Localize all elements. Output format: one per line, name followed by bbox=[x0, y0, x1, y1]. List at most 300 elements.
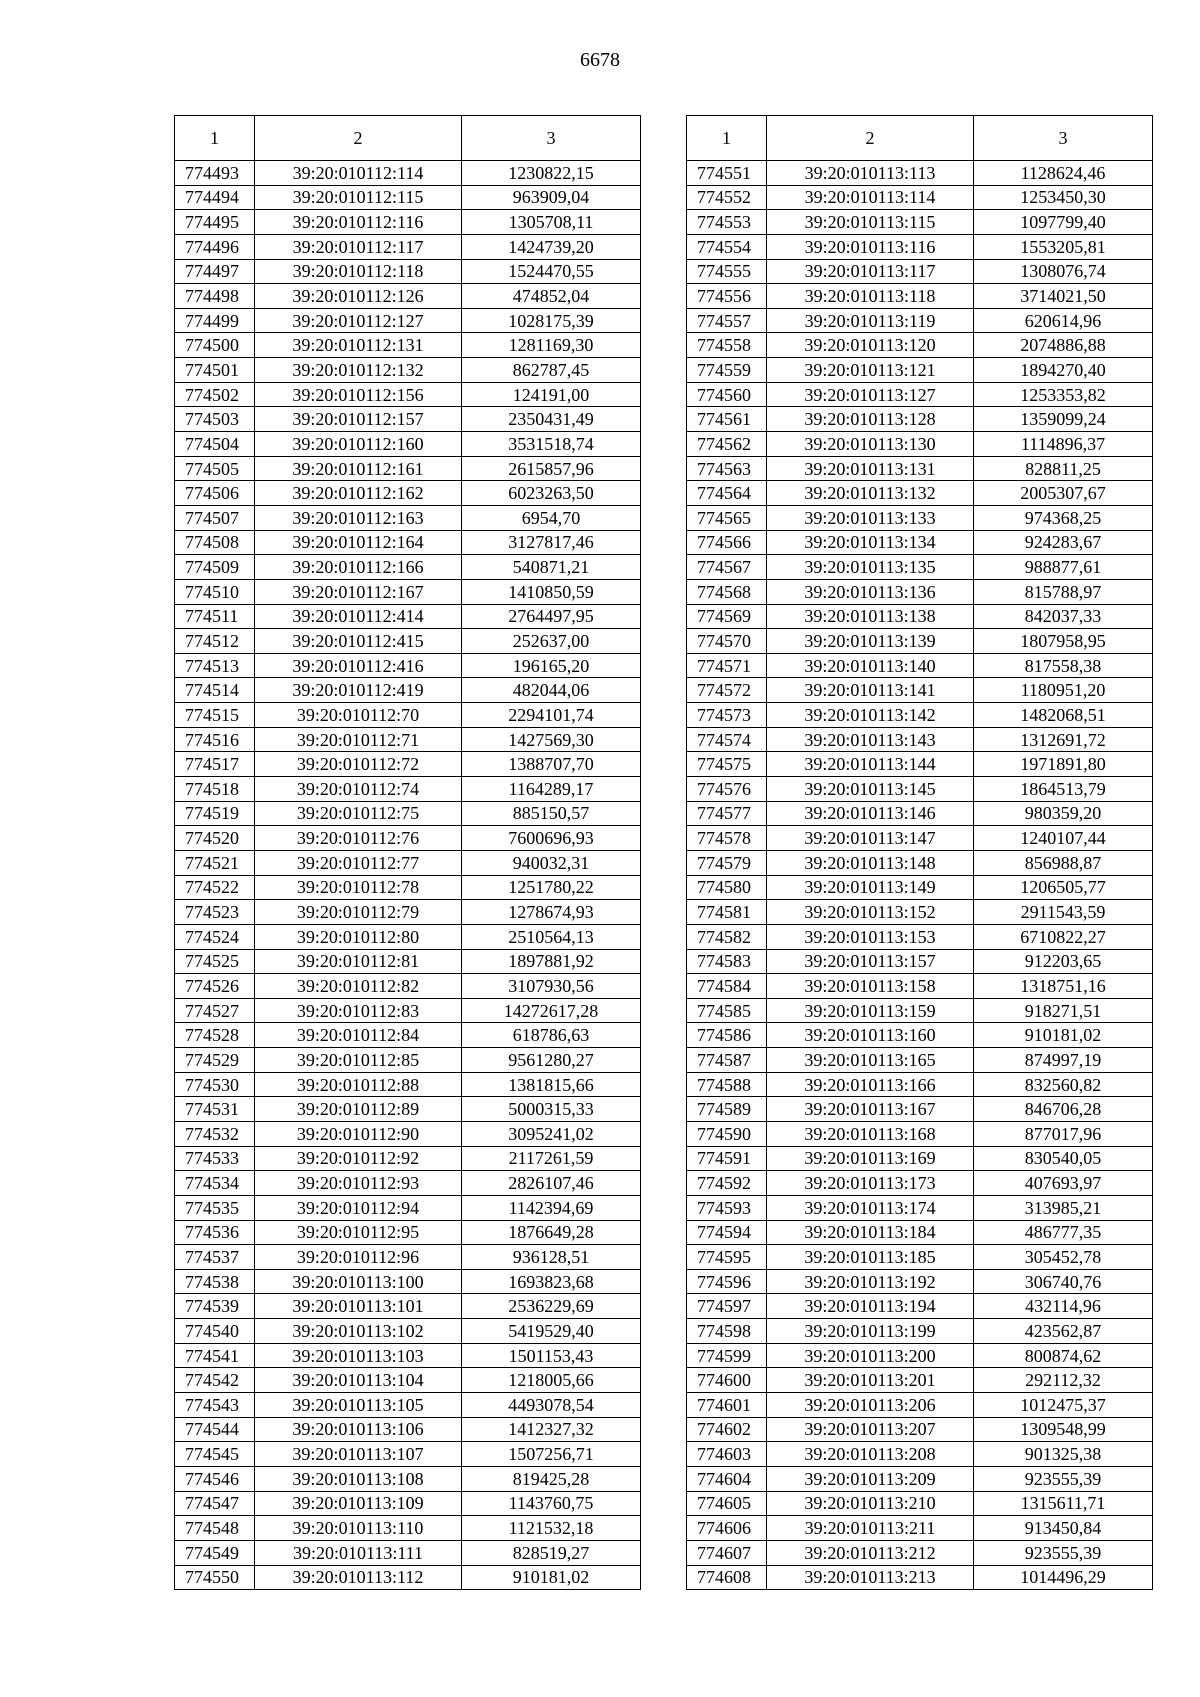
table-row bbox=[175, 826, 641, 851]
cadastral-value: 1318751,16 bbox=[974, 974, 1153, 999]
row-number: 774555 bbox=[687, 259, 767, 284]
cadastral-number: 39:20:010113:184 bbox=[767, 1220, 974, 1245]
cadastral-number: 39:20:010112:95 bbox=[255, 1220, 462, 1245]
row-number: 774565 bbox=[687, 505, 767, 530]
cadastral-value: 1507256,71 bbox=[462, 1442, 641, 1467]
header-col-2: 2 bbox=[767, 116, 974, 161]
cadastral-number: 39:20:010113:128 bbox=[767, 407, 974, 432]
cadastral-value: 1308076,74 bbox=[974, 259, 1153, 284]
table-row bbox=[175, 1269, 641, 1294]
table-row bbox=[175, 432, 641, 457]
cadastral-number: 39:20:010113:138 bbox=[767, 604, 974, 629]
cadastral-value: 124191,00 bbox=[462, 382, 641, 407]
cadastral-value: 313985,21 bbox=[974, 1195, 1153, 1220]
cadastral-value: 1028175,39 bbox=[462, 308, 641, 333]
row-number: 774503 bbox=[175, 407, 255, 432]
cadastral-number: 39:20:010112:166 bbox=[255, 555, 462, 580]
row-number: 774570 bbox=[687, 629, 767, 654]
cadastral-value: 885150,57 bbox=[462, 801, 641, 826]
row-number: 774524 bbox=[175, 924, 255, 949]
cadastral-number: 39:20:010113:207 bbox=[767, 1417, 974, 1442]
cadastral-value: 1121532,18 bbox=[462, 1516, 641, 1541]
table-row bbox=[175, 259, 641, 284]
cadastral-number: 39:20:010113:194 bbox=[767, 1294, 974, 1319]
cadastral-number: 39:20:010112:78 bbox=[255, 875, 462, 900]
row-number: 774493 bbox=[175, 161, 255, 186]
cadastral-number: 39:20:010113:115 bbox=[767, 210, 974, 235]
cadastral-number: 39:20:010112:71 bbox=[255, 727, 462, 752]
row-number: 774560 bbox=[687, 382, 767, 407]
cadastral-value: 196165,20 bbox=[462, 653, 641, 678]
cadastral-value: 913450,84 bbox=[974, 1516, 1153, 1541]
cadastral-value: 2826107,46 bbox=[462, 1171, 641, 1196]
table-row bbox=[175, 1048, 641, 1073]
cadastral-number: 39:20:010112:416 bbox=[255, 653, 462, 678]
cadastral-value: 252637,00 bbox=[462, 629, 641, 654]
table-row bbox=[687, 1097, 1153, 1122]
cadastral-value: 540871,21 bbox=[462, 555, 641, 580]
table-row bbox=[175, 1368, 641, 1393]
row-number: 774509 bbox=[175, 555, 255, 580]
cadastral-number: 39:20:010112:164 bbox=[255, 530, 462, 555]
table-row bbox=[687, 555, 1153, 580]
header-row bbox=[175, 116, 641, 161]
cadastral-number: 39:20:010113:120 bbox=[767, 333, 974, 358]
cadastral-number: 39:20:010113:110 bbox=[255, 1516, 462, 1541]
row-number: 774556 bbox=[687, 284, 767, 309]
cadastral-value: 1281169,30 bbox=[462, 333, 641, 358]
row-number: 774544 bbox=[175, 1417, 255, 1442]
cadastral-number: 39:20:010112:72 bbox=[255, 752, 462, 777]
cadastral-number: 39:20:010113:146 bbox=[767, 801, 974, 826]
left-table-body bbox=[175, 161, 641, 1590]
cadastral-number: 39:20:010113:135 bbox=[767, 555, 974, 580]
cadastral-number: 39:20:010113:158 bbox=[767, 974, 974, 999]
row-number: 774494 bbox=[175, 185, 255, 210]
header-row bbox=[687, 116, 1153, 161]
row-number: 774498 bbox=[175, 284, 255, 309]
cadastral-value: 2510564,13 bbox=[462, 924, 641, 949]
cadastral-number: 39:20:010112:157 bbox=[255, 407, 462, 432]
cadastral-value: 923555,39 bbox=[974, 1466, 1153, 1491]
table-row bbox=[687, 579, 1153, 604]
cadastral-number: 39:20:010113:212 bbox=[767, 1540, 974, 1565]
table-row bbox=[687, 949, 1153, 974]
row-number: 774547 bbox=[175, 1491, 255, 1516]
row-number: 774521 bbox=[175, 850, 255, 875]
cadastral-number: 39:20:010112:126 bbox=[255, 284, 462, 309]
cadastral-value: 3531518,74 bbox=[462, 432, 641, 457]
header-col-2: 2 bbox=[255, 116, 462, 161]
cadastral-number: 39:20:010112:161 bbox=[255, 456, 462, 481]
table-row bbox=[175, 1417, 641, 1442]
table-row bbox=[687, 629, 1153, 654]
table-row bbox=[687, 1319, 1153, 1344]
right-table bbox=[686, 115, 1153, 1590]
cadastral-number: 39:20:010113:209 bbox=[767, 1466, 974, 1491]
cadastral-value: 877017,96 bbox=[974, 1121, 1153, 1146]
table-row bbox=[175, 1121, 641, 1146]
right-table-body bbox=[687, 161, 1153, 1590]
row-number: 774549 bbox=[175, 1540, 255, 1565]
table-row bbox=[175, 752, 641, 777]
table-row bbox=[175, 407, 641, 432]
row-number: 774502 bbox=[175, 382, 255, 407]
row-number: 774572 bbox=[687, 678, 767, 703]
cadastral-value: 815788,97 bbox=[974, 579, 1153, 604]
cadastral-value: 832560,82 bbox=[974, 1072, 1153, 1097]
row-number: 774526 bbox=[175, 974, 255, 999]
table-row bbox=[687, 1245, 1153, 1270]
table-row bbox=[175, 1565, 641, 1590]
cadastral-value: 963909,04 bbox=[462, 185, 641, 210]
cadastral-number: 39:20:010113:101 bbox=[255, 1294, 462, 1319]
row-number: 774608 bbox=[687, 1565, 767, 1590]
table-row bbox=[687, 1220, 1153, 1245]
row-number: 774582 bbox=[687, 924, 767, 949]
table-row bbox=[175, 998, 641, 1023]
table-row bbox=[175, 481, 641, 506]
table-row bbox=[687, 210, 1153, 235]
cadastral-value: 2536229,69 bbox=[462, 1294, 641, 1319]
cadastral-number: 39:20:010113:134 bbox=[767, 530, 974, 555]
row-number: 774587 bbox=[687, 1048, 767, 1073]
cadastral-value: 305452,78 bbox=[974, 1245, 1153, 1270]
cadastral-number: 39:20:010112:84 bbox=[255, 1023, 462, 1048]
table-row bbox=[687, 826, 1153, 851]
header-col-1: 1 bbox=[175, 116, 255, 161]
table-row bbox=[687, 358, 1153, 383]
row-number: 774497 bbox=[175, 259, 255, 284]
cadastral-number: 39:20:010113:145 bbox=[767, 777, 974, 802]
row-number: 774561 bbox=[687, 407, 767, 432]
row-number: 774557 bbox=[687, 308, 767, 333]
table-row bbox=[175, 1146, 641, 1171]
row-number: 774595 bbox=[687, 1245, 767, 1270]
cadastral-value: 1253450,30 bbox=[974, 185, 1153, 210]
row-number: 774551 bbox=[687, 161, 767, 186]
table-row bbox=[687, 1195, 1153, 1220]
cadastral-number: 39:20:010113:133 bbox=[767, 505, 974, 530]
cadastral-number: 39:20:010112:93 bbox=[255, 1171, 462, 1196]
cadastral-number: 39:20:010113:139 bbox=[767, 629, 974, 654]
cadastral-value: 1253353,82 bbox=[974, 382, 1153, 407]
cadastral-number: 39:20:010113:143 bbox=[767, 727, 974, 752]
table-row bbox=[687, 530, 1153, 555]
cadastral-value: 918271,51 bbox=[974, 998, 1153, 1023]
cadastral-number: 39:20:010113:153 bbox=[767, 924, 974, 949]
table-row bbox=[687, 924, 1153, 949]
cadastral-value: 912203,65 bbox=[974, 949, 1153, 974]
row-number: 774571 bbox=[687, 653, 767, 678]
table-row bbox=[687, 234, 1153, 259]
table-row bbox=[175, 210, 641, 235]
row-number: 774598 bbox=[687, 1319, 767, 1344]
row-number: 774596 bbox=[687, 1269, 767, 1294]
cadastral-number: 39:20:010112:90 bbox=[255, 1121, 462, 1146]
cadastral-value: 1501153,43 bbox=[462, 1343, 641, 1368]
cadastral-value: 1240107,44 bbox=[974, 826, 1153, 851]
row-number: 774583 bbox=[687, 949, 767, 974]
table-row bbox=[687, 1146, 1153, 1171]
table-row bbox=[175, 308, 641, 333]
table-row bbox=[687, 777, 1153, 802]
cadastral-number: 39:20:010112:85 bbox=[255, 1048, 462, 1073]
cadastral-value: 1014496,29 bbox=[974, 1565, 1153, 1590]
table-row bbox=[175, 1023, 641, 1048]
row-number: 774558 bbox=[687, 333, 767, 358]
cadastral-number: 39:20:010112:96 bbox=[255, 1245, 462, 1270]
cadastral-number: 39:20:010112:94 bbox=[255, 1195, 462, 1220]
cadastral-number: 39:20:010112:118 bbox=[255, 259, 462, 284]
cadastral-value: 830540,05 bbox=[974, 1146, 1153, 1171]
cadastral-number: 39:20:010113:200 bbox=[767, 1343, 974, 1368]
cadastral-value: 2294101,74 bbox=[462, 703, 641, 728]
cadastral-value: 1381815,66 bbox=[462, 1072, 641, 1097]
table-row bbox=[687, 1023, 1153, 1048]
table-row bbox=[175, 284, 641, 309]
table-row bbox=[687, 1442, 1153, 1467]
row-number: 774597 bbox=[687, 1294, 767, 1319]
cadastral-number: 39:20:010112:83 bbox=[255, 998, 462, 1023]
row-number: 774536 bbox=[175, 1220, 255, 1245]
table-row bbox=[175, 703, 641, 728]
cadastral-value: 1427569,30 bbox=[462, 727, 641, 752]
row-number: 774576 bbox=[687, 777, 767, 802]
page-number: 6678 bbox=[580, 49, 620, 71]
cadastral-value: 862787,45 bbox=[462, 358, 641, 383]
cadastral-number: 39:20:010113:131 bbox=[767, 456, 974, 481]
row-number: 774599 bbox=[687, 1343, 767, 1368]
cadastral-value: 482044,06 bbox=[462, 678, 641, 703]
table-row bbox=[175, 1466, 641, 1491]
cadastral-number: 39:20:010112:74 bbox=[255, 777, 462, 802]
table-row bbox=[175, 777, 641, 802]
row-number: 774548 bbox=[175, 1516, 255, 1541]
table-row bbox=[687, 382, 1153, 407]
cadastral-value: 486777,35 bbox=[974, 1220, 1153, 1245]
cadastral-value: 828519,27 bbox=[462, 1540, 641, 1565]
table-row bbox=[687, 259, 1153, 284]
cadastral-value: 1230822,15 bbox=[462, 161, 641, 186]
table-row bbox=[175, 1220, 641, 1245]
table-row bbox=[687, 1565, 1153, 1590]
cadastral-number: 39:20:010113:157 bbox=[767, 949, 974, 974]
row-number: 774542 bbox=[175, 1368, 255, 1393]
row-number: 774594 bbox=[687, 1220, 767, 1245]
cadastral-value: 1312691,72 bbox=[974, 727, 1153, 752]
table-row bbox=[175, 579, 641, 604]
cadastral-number: 39:20:010113:106 bbox=[255, 1417, 462, 1442]
cadastral-value: 407693,97 bbox=[974, 1171, 1153, 1196]
cadastral-value: 819425,28 bbox=[462, 1466, 641, 1491]
cadastral-value: 474852,04 bbox=[462, 284, 641, 309]
cadastral-value: 1971891,80 bbox=[974, 752, 1153, 777]
row-number: 774529 bbox=[175, 1048, 255, 1073]
cadastral-value: 817558,38 bbox=[974, 653, 1153, 678]
cadastral-value: 1876649,28 bbox=[462, 1220, 641, 1245]
cadastral-number: 39:20:010112:162 bbox=[255, 481, 462, 506]
cadastral-value: 3107930,56 bbox=[462, 974, 641, 999]
cadastral-number: 39:20:010113:112 bbox=[255, 1565, 462, 1590]
table-row bbox=[175, 456, 641, 481]
row-number: 774510 bbox=[175, 579, 255, 604]
cadastral-number: 39:20:010113:173 bbox=[767, 1171, 974, 1196]
cadastral-number: 39:20:010113:148 bbox=[767, 850, 974, 875]
cadastral-value: 901325,38 bbox=[974, 1442, 1153, 1467]
cadastral-number: 39:20:010112:82 bbox=[255, 974, 462, 999]
table-row bbox=[687, 1048, 1153, 1073]
table-row bbox=[687, 1516, 1153, 1541]
table-row bbox=[687, 432, 1153, 457]
row-number: 774590 bbox=[687, 1121, 767, 1146]
row-number: 774517 bbox=[175, 752, 255, 777]
cadastral-value: 2764497,95 bbox=[462, 604, 641, 629]
cadastral-value: 1524470,55 bbox=[462, 259, 641, 284]
table-row bbox=[687, 284, 1153, 309]
table-row bbox=[687, 727, 1153, 752]
header-col-3: 3 bbox=[462, 116, 641, 161]
table-row bbox=[687, 1294, 1153, 1319]
table-row bbox=[687, 333, 1153, 358]
cadastral-value: 618786,63 bbox=[462, 1023, 641, 1048]
table-row bbox=[175, 234, 641, 259]
table-row bbox=[175, 358, 641, 383]
cadastral-value: 2350431,49 bbox=[462, 407, 641, 432]
row-number: 774541 bbox=[175, 1343, 255, 1368]
cadastral-number: 39:20:010113:147 bbox=[767, 826, 974, 851]
cadastral-value: 2911543,59 bbox=[974, 900, 1153, 925]
cadastral-value: 800874,62 bbox=[974, 1343, 1153, 1368]
cadastral-value: 620614,96 bbox=[974, 308, 1153, 333]
cadastral-number: 39:20:010113:192 bbox=[767, 1269, 974, 1294]
cadastral-value: 1143760,75 bbox=[462, 1491, 641, 1516]
cadastral-value: 432114,96 bbox=[974, 1294, 1153, 1319]
table-row bbox=[687, 1171, 1153, 1196]
cadastral-number: 39:20:010113:149 bbox=[767, 875, 974, 900]
table-row bbox=[175, 974, 641, 999]
cadastral-value: 988877,61 bbox=[974, 555, 1153, 580]
row-number: 774586 bbox=[687, 1023, 767, 1048]
cadastral-value: 1424739,20 bbox=[462, 234, 641, 259]
table-row bbox=[687, 505, 1153, 530]
row-number: 774535 bbox=[175, 1195, 255, 1220]
cadastral-value: 1807958,95 bbox=[974, 629, 1153, 654]
cadastral-value: 828811,25 bbox=[974, 456, 1153, 481]
row-number: 774515 bbox=[175, 703, 255, 728]
table-row bbox=[175, 850, 641, 875]
cadastral-number: 39:20:010112:116 bbox=[255, 210, 462, 235]
table-row bbox=[175, 924, 641, 949]
row-number: 774540 bbox=[175, 1319, 255, 1344]
cadastral-value: 842037,33 bbox=[974, 604, 1153, 629]
cadastral-number: 39:20:010112:77 bbox=[255, 850, 462, 875]
table-row bbox=[687, 407, 1153, 432]
row-number: 774600 bbox=[687, 1368, 767, 1393]
cadastral-number: 39:20:010113:117 bbox=[767, 259, 974, 284]
table-row bbox=[687, 703, 1153, 728]
table-row bbox=[175, 875, 641, 900]
table-row bbox=[175, 1540, 641, 1565]
row-number: 774585 bbox=[687, 998, 767, 1023]
table-row bbox=[175, 505, 641, 530]
row-number: 774567 bbox=[687, 555, 767, 580]
table-row bbox=[687, 1072, 1153, 1097]
cadastral-number: 39:20:010113:210 bbox=[767, 1491, 974, 1516]
cadastral-number: 39:20:010113:109 bbox=[255, 1491, 462, 1516]
table-row bbox=[687, 678, 1153, 703]
table-row bbox=[175, 1442, 641, 1467]
row-number: 774539 bbox=[175, 1294, 255, 1319]
table-row bbox=[175, 333, 641, 358]
table-row bbox=[175, 900, 641, 925]
cadastral-number: 39:20:010113:166 bbox=[767, 1072, 974, 1097]
row-number: 774505 bbox=[175, 456, 255, 481]
row-number: 774518 bbox=[175, 777, 255, 802]
cadastral-number: 39:20:010113:213 bbox=[767, 1565, 974, 1590]
cadastral-number: 39:20:010113:105 bbox=[255, 1393, 462, 1418]
cadastral-value: 5419529,40 bbox=[462, 1319, 641, 1344]
table-row bbox=[175, 1097, 641, 1122]
table-row bbox=[687, 900, 1153, 925]
cadastral-number: 39:20:010112:117 bbox=[255, 234, 462, 259]
row-number: 774575 bbox=[687, 752, 767, 777]
cadastral-number: 39:20:010113:141 bbox=[767, 678, 974, 703]
cadastral-number: 39:20:010113:102 bbox=[255, 1319, 462, 1344]
cadastral-value: 1218005,66 bbox=[462, 1368, 641, 1393]
cadastral-value: 923555,39 bbox=[974, 1540, 1153, 1565]
cadastral-number: 39:20:010113:127 bbox=[767, 382, 974, 407]
cadastral-number: 39:20:010113:136 bbox=[767, 579, 974, 604]
row-number: 774591 bbox=[687, 1146, 767, 1171]
cadastral-number: 39:20:010112:160 bbox=[255, 432, 462, 457]
row-number: 774537 bbox=[175, 1245, 255, 1270]
cadastral-value: 856988,87 bbox=[974, 850, 1153, 875]
table-row bbox=[175, 1072, 641, 1097]
row-number: 774499 bbox=[175, 308, 255, 333]
cadastral-value: 1482068,51 bbox=[974, 703, 1153, 728]
table-row bbox=[175, 1319, 641, 1344]
cadastral-value: 874997,19 bbox=[974, 1048, 1153, 1073]
row-number: 774495 bbox=[175, 210, 255, 235]
table-row bbox=[175, 1491, 641, 1516]
cadastral-value: 1164289,17 bbox=[462, 777, 641, 802]
cadastral-number: 39:20:010113:185 bbox=[767, 1245, 974, 1270]
table-row bbox=[175, 1393, 641, 1418]
cadastral-number: 39:20:010113:144 bbox=[767, 752, 974, 777]
row-number: 774569 bbox=[687, 604, 767, 629]
row-number: 774496 bbox=[175, 234, 255, 259]
row-number: 774538 bbox=[175, 1269, 255, 1294]
cadastral-value: 423562,87 bbox=[974, 1319, 1153, 1344]
row-number: 774501 bbox=[175, 358, 255, 383]
table-row bbox=[175, 1171, 641, 1196]
table-row bbox=[687, 161, 1153, 186]
row-number: 774604 bbox=[687, 1466, 767, 1491]
table-row bbox=[687, 801, 1153, 826]
row-number: 774554 bbox=[687, 234, 767, 259]
cadastral-number: 39:20:010112:419 bbox=[255, 678, 462, 703]
cadastral-value: 1097799,40 bbox=[974, 210, 1153, 235]
cadastral-number: 39:20:010113:140 bbox=[767, 653, 974, 678]
cadastral-value: 1012475,37 bbox=[974, 1393, 1153, 1418]
cadastral-value: 940032,31 bbox=[462, 850, 641, 875]
right-table-header bbox=[687, 116, 1153, 161]
cadastral-value: 1894270,40 bbox=[974, 358, 1153, 383]
cadastral-value: 2074886,88 bbox=[974, 333, 1153, 358]
table-row bbox=[687, 850, 1153, 875]
cadastral-number: 39:20:010113:152 bbox=[767, 900, 974, 925]
